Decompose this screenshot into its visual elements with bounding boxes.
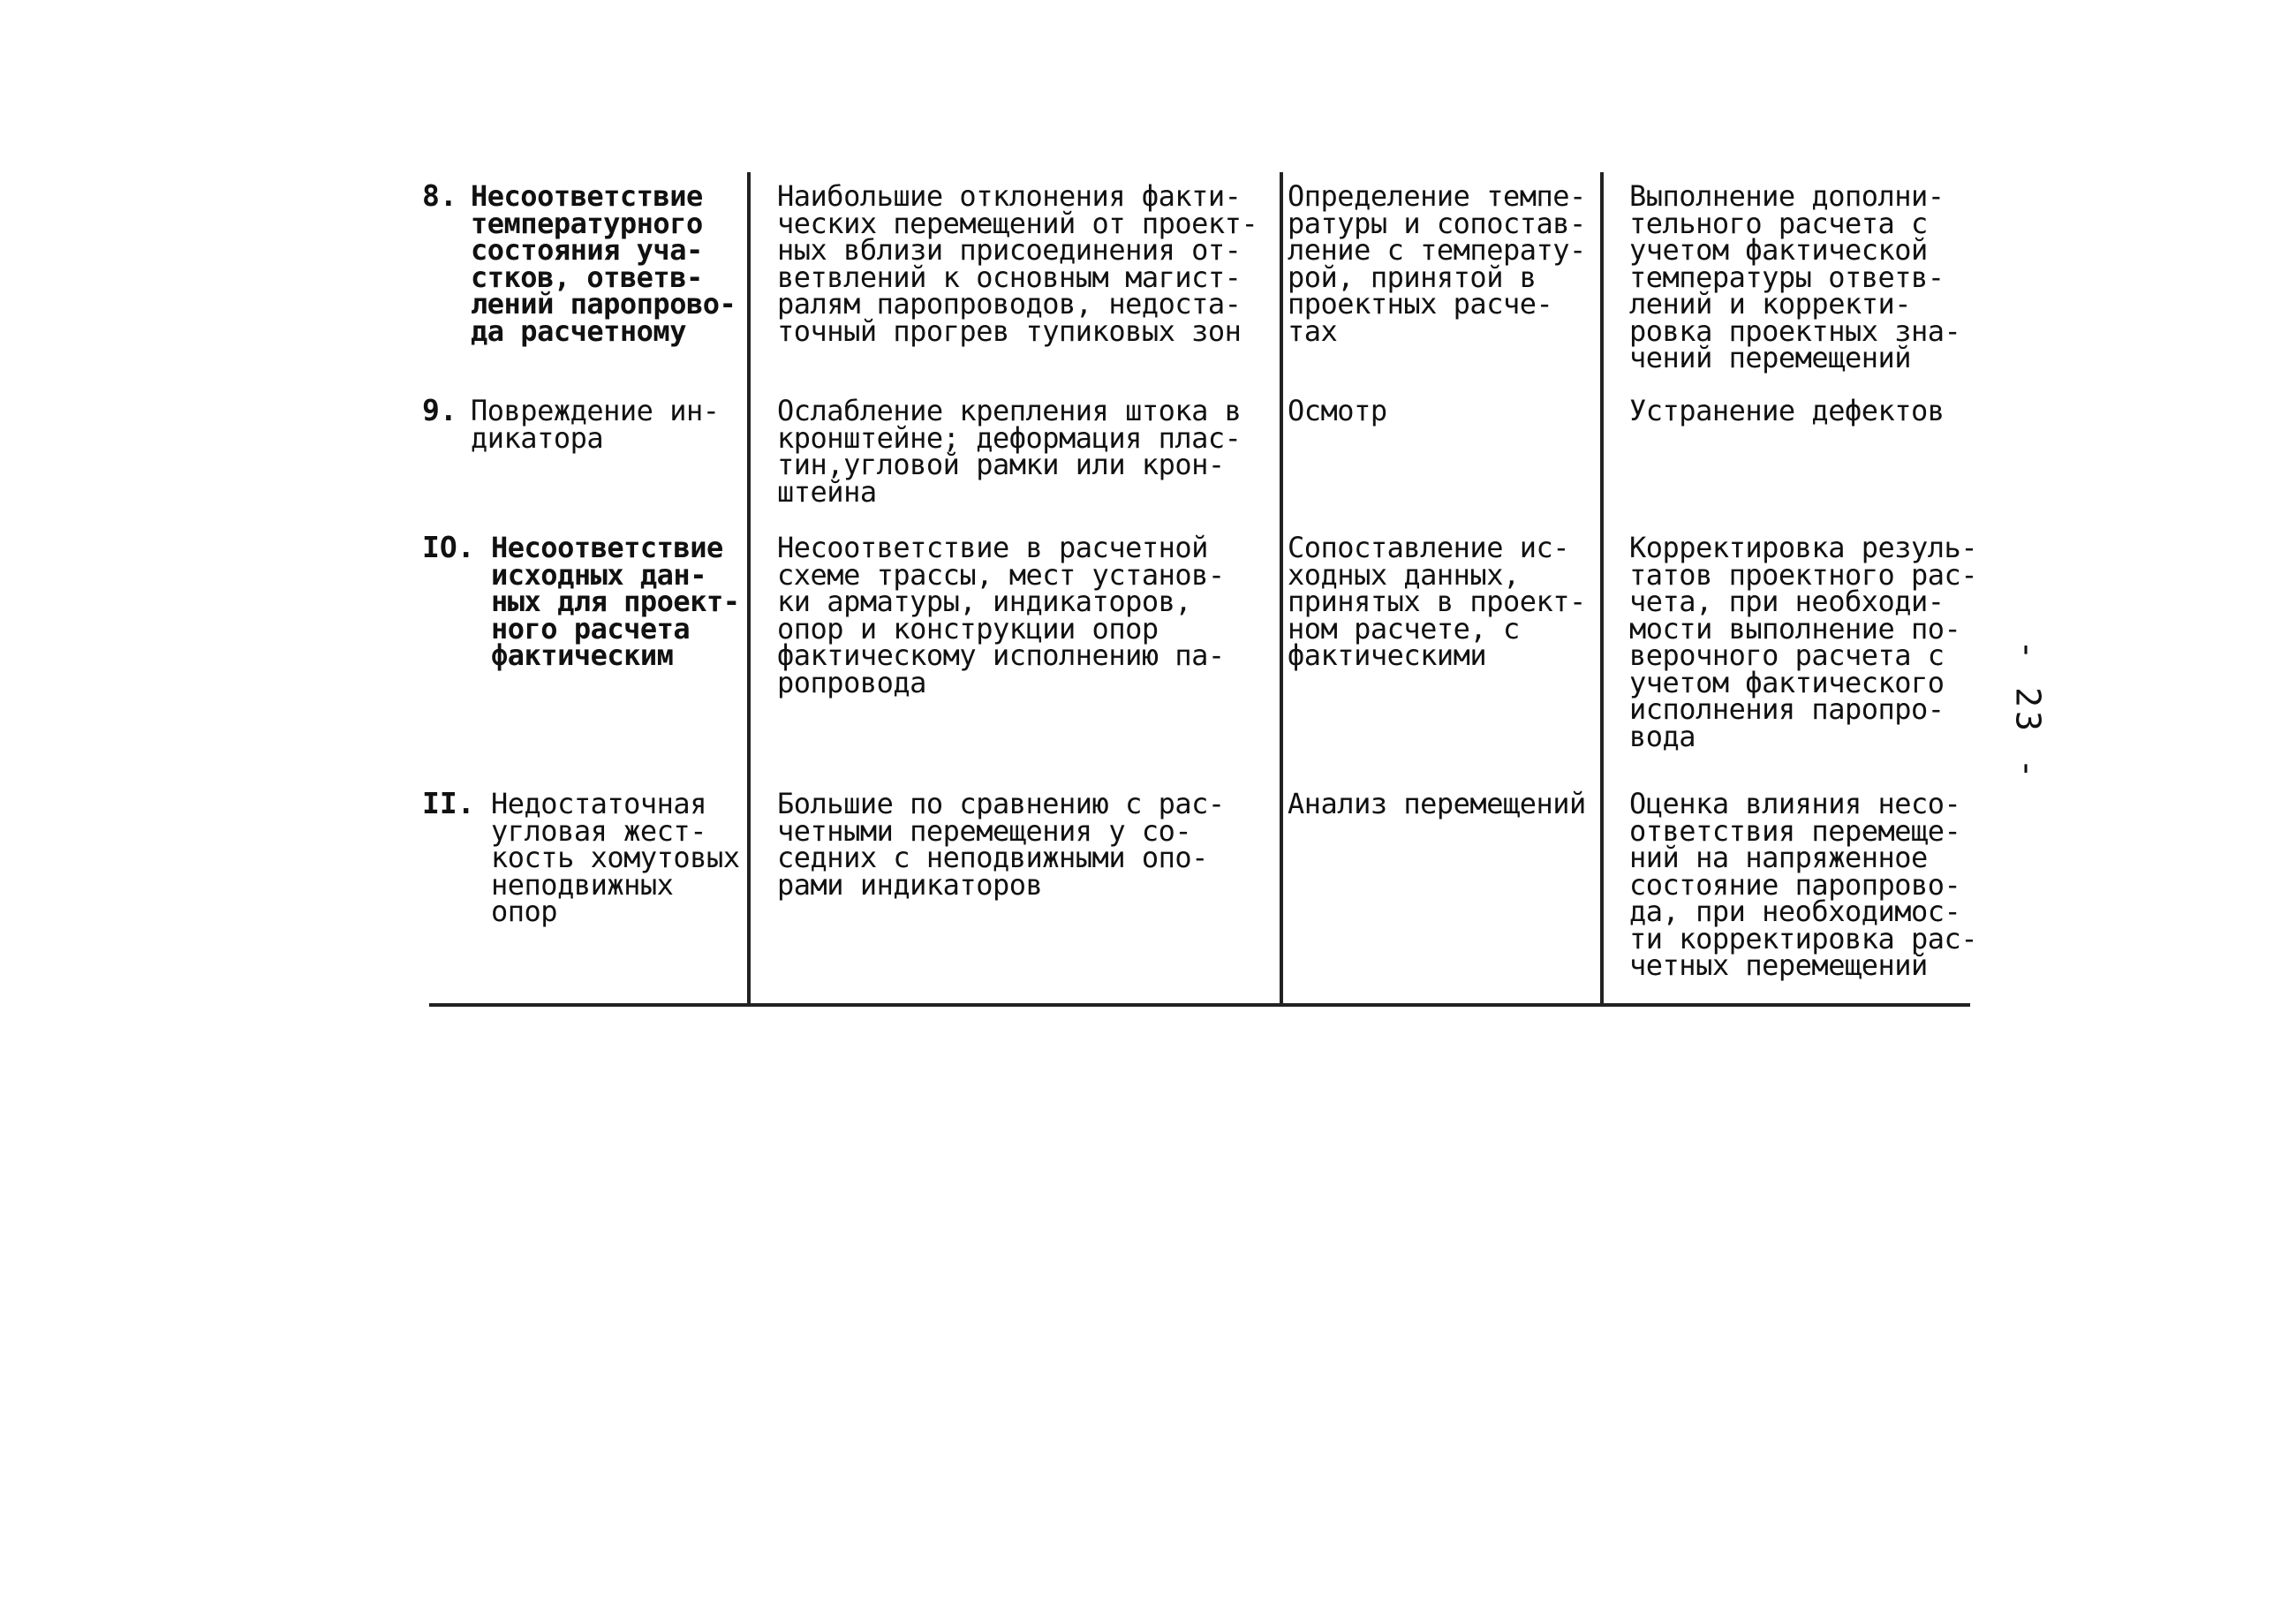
method-cell: Осмотр xyxy=(1288,394,1387,427)
action-cell: Выполнение дополни- тельного расчета с учетом фактической температуры ответв- лений и корректи- ровка проектных зна- чений перемещений xyxy=(1629,179,1961,374)
method-cell: Сопоставление ис- ходных данных, принятых в проект- ном расчете, с фактическими xyxy=(1288,531,1586,672)
defects-table xyxy=(422,172,1978,1007)
page-number-text: - 23 - xyxy=(2009,639,2048,782)
page-number xyxy=(1998,639,2059,782)
cause-cell: Ослабление крепления штока в кронштейне; деформация плас- тин,угловой рамки или крон- штейна xyxy=(777,394,1242,509)
action-cell: Корректировка резуль- татов проектного рас- чета, при необходи- мости выполнение по- верочного расчета с учетом фактического исполнения паропро- вода xyxy=(1629,531,1978,753)
cause-cell: Наибольшие отклонения факти- ческих перемещений от проект- ных вблизи присоединения от- ветвлений к основным магист- ралям паропроводов, недоста- точный прогрев тупиковых зон xyxy=(777,179,1258,348)
action-cell: Оценка влияния несо- ответствия перемеще- ний на напряженное состояние паропрово- да, при необходимос- ти корректировка рас- четных перемещений xyxy=(1629,787,1978,982)
defect-cell: Несоответствие температурного состояния уча- стков, ответв- лений паропрово- да расчетному xyxy=(471,179,736,348)
row-number: 8. xyxy=(422,178,457,213)
row-number: 9. xyxy=(422,393,457,427)
method-cell: Анализ перемещений xyxy=(1288,787,1586,820)
cause-cell: Большие по сравнению с рас- четными перемещения у со- седних с неподвижными опо- рами индикаторов xyxy=(777,787,1225,902)
method-cell: Определение темпе- ратуры и сопостав- ление с температу- рой, принятой в проектных расче- тах xyxy=(1288,179,1586,348)
column-divider xyxy=(1280,172,1283,1007)
table-bottom-rule xyxy=(429,1003,1970,1007)
defect-cell: Повреждение ин- дикатора xyxy=(471,394,720,455)
row-number: II. xyxy=(422,786,475,820)
column-divider xyxy=(1600,172,1604,1007)
row-number: IO. xyxy=(422,530,475,564)
defect-cell: Несоответствие исходных дан- ных для проект- ного расчета фактическим xyxy=(491,531,740,672)
column-divider xyxy=(747,172,751,1007)
cause-cell: Несоответствие в расчетной схеме трассы, мест установ- ки арматуры, индикаторов, опор и конструкции опор фактическому исполнению па- ропровода xyxy=(777,531,1225,699)
action-cell: Устранение дефектов xyxy=(1629,394,1945,427)
defect-cell: Недостаточная угловая жест- кость хомутовых неподвижных опор xyxy=(491,787,740,928)
